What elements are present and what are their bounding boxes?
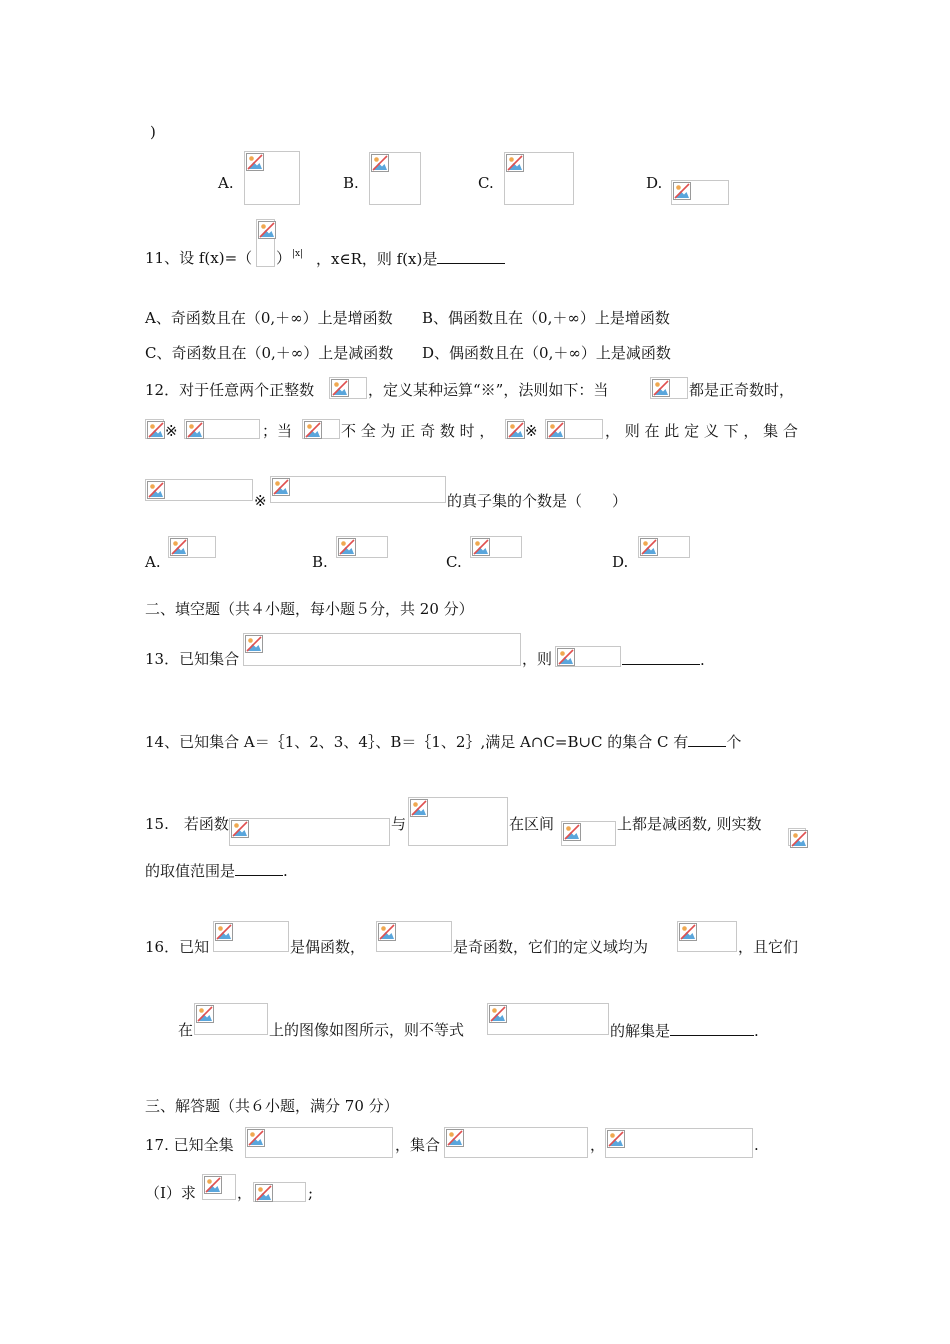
broken-image-icon: [231, 820, 249, 838]
formula-image: [671, 180, 729, 205]
broken-image-icon: [371, 154, 389, 172]
q17-i-a: （I）求: [145, 1184, 196, 1202]
broken-image-icon: [215, 923, 233, 941]
q16-g: 的解集是 .: [610, 1022, 759, 1040]
q12-line2-a: ；当: [262, 422, 293, 440]
formula-image: [470, 536, 522, 558]
q16-f: 上的图像如图所示，则不等式: [269, 1021, 465, 1039]
formula-image: [270, 476, 446, 503]
q13-b: ，则: [522, 650, 553, 668]
formula-image: [244, 151, 300, 205]
q16-b: 是偶函数，: [290, 938, 366, 956]
q16-c: 是奇函数，它们的定义域均为: [453, 938, 649, 956]
formula-image: [194, 1003, 268, 1035]
section-2-heading: 二、填空题（共４小题，每小题５分，共 20 分）: [145, 600, 474, 618]
q12-op: ※: [254, 492, 267, 510]
q12-line1-b: ，定义某种运算“※”，法则如下：当: [368, 381, 609, 399]
formula-image: [145, 479, 253, 501]
broken-image-icon: [673, 182, 691, 200]
q10-option-b: B.: [343, 174, 359, 192]
broken-image-icon: [507, 421, 525, 439]
broken-image-icon: [272, 478, 290, 496]
formula-image: [677, 921, 737, 952]
broken-image-icon: [258, 221, 276, 239]
formula-image: [788, 828, 806, 846]
formula-image: [555, 646, 621, 667]
formula-image: [302, 419, 340, 439]
q12-option-c: C.: [446, 553, 462, 571]
broken-image-icon: [563, 823, 581, 841]
broken-image-icon: [557, 648, 575, 666]
broken-image-icon: [410, 799, 428, 817]
q12-op: ※: [525, 422, 538, 440]
formula-image: [229, 818, 390, 846]
q12-line1-c: 都是正奇数时，: [689, 381, 795, 399]
section-3-heading: 三、解答题（共６小题，满分 70 分）: [145, 1097, 399, 1115]
q12-line1-a: 12．对于任意两个正整数: [145, 381, 315, 399]
q11-prefix: 11、设 f(x)=（: [145, 249, 253, 267]
broken-image-icon: [247, 1129, 265, 1147]
q13-c: .: [622, 650, 705, 669]
broken-image-icon: [170, 538, 188, 556]
q15-e: 的取值范围是 .: [145, 862, 288, 880]
broken-image-icon: [640, 538, 658, 556]
formula-image: [545, 419, 603, 439]
broken-image-icon: [547, 421, 565, 439]
q12-op: ※: [165, 422, 178, 440]
broken-image-icon: [186, 421, 204, 439]
broken-image-icon: [204, 1176, 222, 1194]
formula-image: [376, 921, 452, 952]
formula-image: [638, 536, 690, 558]
formula-image: [504, 152, 574, 205]
formula-image: [605, 1128, 753, 1158]
formula-image: [561, 821, 616, 846]
q17-d: .: [754, 1136, 759, 1154]
q10-option-d: D.: [646, 174, 663, 192]
q11-option-d: D、偶函数且在（0,＋∞）上是减函数: [422, 344, 671, 362]
q11-exponent: |x|: [292, 249, 304, 259]
q12-option-a: A.: [145, 553, 161, 571]
formula-image: [243, 633, 521, 666]
formula-image: [245, 1127, 393, 1158]
q17-i-b: ，: [237, 1184, 253, 1202]
formula-image: [253, 1182, 306, 1202]
formula-image: [213, 921, 289, 952]
q10-paren: ): [150, 123, 156, 141]
q16-d: ，且它们: [738, 938, 799, 956]
formula-image: [487, 1003, 609, 1035]
broken-image-icon: [489, 1005, 507, 1023]
formula-image: [505, 419, 524, 439]
q10-option-a: A.: [218, 174, 234, 192]
formula-image: [256, 219, 275, 267]
q15-d: 上都是减函数, 则实数: [617, 815, 762, 833]
q15-a: 15. 若函数: [145, 815, 229, 833]
q17-c: ，: [590, 1136, 606, 1154]
q17-a: 17. 已知全集: [145, 1136, 234, 1154]
q12-line3-b: 的真子集的个数是（ ）: [447, 492, 628, 510]
q11-option-c: C、奇函数且在（0,＋∞）上是减函数: [145, 344, 394, 362]
q12-option-d: D.: [612, 553, 629, 571]
formula-image: [329, 377, 367, 399]
broken-image-icon: [196, 1005, 214, 1023]
broken-image-icon: [679, 923, 697, 941]
q15-c: 在区间: [509, 815, 555, 833]
broken-image-icon: [378, 923, 396, 941]
q11-close-paren: ）: [276, 249, 292, 267]
formula-image: [408, 797, 508, 846]
q11-option-a: A、奇函数且在（0,＋∞）上是增函数: [145, 309, 393, 327]
broken-image-icon: [790, 830, 808, 848]
formula-image: [145, 419, 164, 439]
q15-b: 与: [391, 815, 407, 833]
q16-e: 在: [178, 1021, 194, 1039]
q13-a: 13．已知集合: [145, 650, 240, 668]
broken-image-icon: [245, 635, 263, 653]
broken-image-icon: [506, 154, 524, 172]
formula-image: [168, 536, 216, 558]
formula-image: [369, 152, 421, 205]
q17-b: ，集合: [395, 1136, 441, 1154]
formula-image: [184, 419, 260, 439]
q12-line2-c: ， 则 在 此 定 义 下 ， 集 合: [605, 422, 798, 440]
formula-image: [336, 536, 388, 558]
formula-image: [444, 1127, 588, 1158]
q11-suffix: ，x∈R，则 f(x)是: [316, 249, 505, 268]
broken-image-icon: [472, 538, 490, 556]
formula-image: [202, 1174, 236, 1200]
broken-image-icon: [255, 1184, 273, 1202]
broken-image-icon: [331, 379, 349, 397]
broken-image-icon: [446, 1129, 464, 1147]
q10-option-c: C.: [478, 174, 494, 192]
broken-image-icon: [147, 421, 165, 439]
q16-a: 16．已知: [145, 938, 210, 956]
broken-image-icon: [147, 481, 165, 499]
broken-image-icon: [652, 379, 670, 397]
q17-i-c: ;: [308, 1184, 314, 1202]
q12-line2-b: 不 全 为 正 奇 数 时 ，: [341, 422, 495, 440]
broken-image-icon: [304, 421, 322, 439]
q11-option-b: B、偶函数且在（0,＋∞）上是增函数: [422, 309, 670, 327]
q12-option-b: B.: [312, 553, 328, 571]
broken-image-icon: [607, 1130, 625, 1148]
broken-image-icon: [246, 153, 264, 171]
broken-image-icon: [338, 538, 356, 556]
formula-image: [650, 377, 688, 399]
q14-text: 14、已知集合 A＝｛1、2、3、4｝、B＝｛1、2｝,满足 A∩C=B∪C 的集合 C 有 个: [145, 733, 742, 751]
